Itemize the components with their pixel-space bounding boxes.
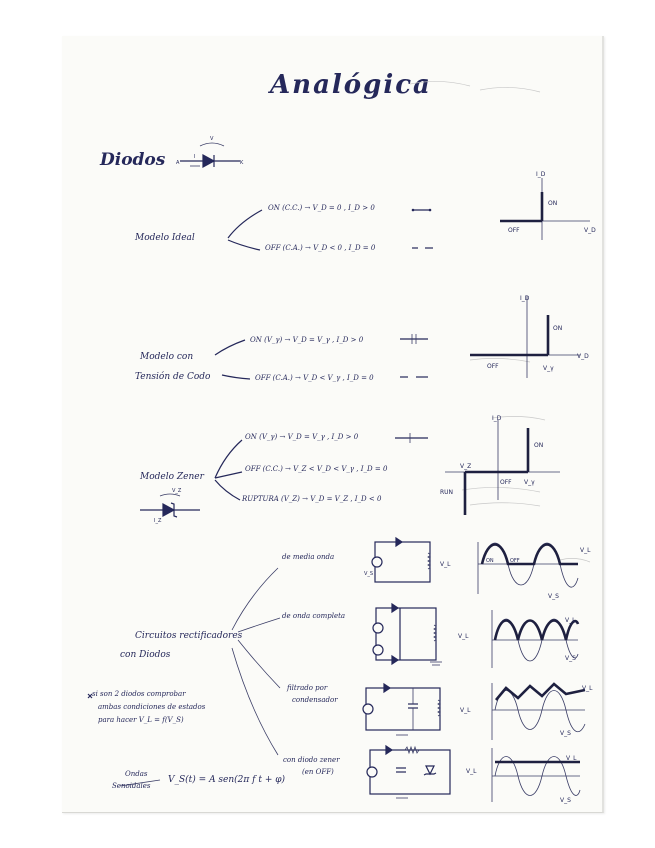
diode-symbol-icon: [180, 143, 240, 167]
rectificadores-branches: [88, 568, 280, 755]
page-title: Analógica: [270, 70, 432, 100]
zener-voltage-label: V_Z: [172, 488, 182, 494]
modelo-ideal-off: OFF (C.A.) → V_D < 0 , I_D = 0: [265, 244, 376, 252]
rect-onda-completa-label: de onda completa: [282, 612, 346, 620]
zener-graph-on-label: ON: [534, 442, 544, 449]
nota-line-2: ambas condiciones de estados: [98, 703, 206, 711]
wave-3-source-label: V_S: [560, 730, 571, 737]
waveform-filtrado: [492, 683, 585, 740]
zener-graph-vg-label: V_γ: [524, 479, 535, 486]
diode-anode-label: A: [176, 160, 180, 166]
wave-3-output-label: V_L: [582, 685, 593, 692]
rect-zener-label: con diodo zener: [283, 756, 340, 764]
zener-current-label: I_Z: [154, 518, 162, 524]
modelo-zener-off: OFF (C.C.) → V_Z < V_D < V_γ , I_D = 0: [245, 465, 388, 473]
diode-voltage-label: V: [210, 136, 214, 142]
modelo-codo-on: ON (V_γ) → V_D = V_γ , I_D > 0: [250, 336, 364, 344]
rect-zener-sub: (en OFF): [302, 768, 334, 776]
circuit-onda-completa: [373, 604, 442, 665]
modelo-zener-label: Modelo Zener: [140, 472, 204, 482]
modelo-ideal-label: Modelo Ideal: [135, 233, 195, 243]
modelo-zener-on: ON (V_γ) → V_D = V_γ , I_D > 0: [245, 433, 359, 441]
modelo-codo-label-2: Tensión de Codo: [135, 372, 211, 382]
ondas-label-1: Ondas: [125, 770, 148, 778]
circuit-media-onda: [372, 538, 430, 582]
circuit-filtrado: [363, 684, 440, 735]
circuit-2-output-label: V_L: [458, 633, 469, 640]
codo-graph-off-label: OFF: [487, 363, 499, 370]
diode-current-label: I: [194, 154, 196, 160]
nota-line-3: para hacer V_L = f(V_S): [98, 716, 184, 724]
codo-graph-x-label: V_D: [577, 353, 589, 360]
codo-graph-y-label: I_D: [520, 295, 530, 302]
wave-4-output-label: V_L: [566, 755, 577, 762]
rect-filtrado-sub: condensador: [292, 696, 338, 704]
wave-1-output-label: V_L: [580, 547, 591, 554]
wave-4-source-label: V_S: [560, 797, 571, 804]
codo-graph-on-label: ON: [553, 325, 563, 332]
ondas-label-2: Senoidales: [112, 782, 151, 790]
modelo-zener-brace: [215, 433, 428, 500]
ideal-graph-x-label: V_D: [584, 227, 596, 234]
modelo-ideal-brace: [228, 209, 433, 250]
circuit-3-output-label: V_L: [460, 707, 471, 714]
circuit-zener: [367, 746, 450, 798]
wave-1-source-label: V_S: [548, 593, 559, 600]
codo-graph-knee-label: V_γ: [543, 365, 554, 372]
diode-cathode-label: K: [240, 160, 244, 166]
nota-line-1: si son 2 diodos comprobar: [92, 690, 186, 698]
wave-off-label: OFF: [510, 558, 520, 564]
modelo-zener-ruptura: RUPTURA (V_Z) → V_D = V_Z , I_D < 0: [242, 495, 382, 503]
wave-2-source-label: V_S: [565, 655, 576, 662]
rectificadores-label-1: Circuitos rectificadores: [135, 631, 243, 641]
ideal-graph-on-label: ON: [548, 200, 558, 207]
modelo-codo-label-1: Modelo con: [140, 352, 194, 362]
ghost-bleed-through: [410, 81, 590, 562]
zener-diode-symbol-icon: [140, 494, 200, 517]
ondas-formula: V_S(t) = A sen(2π f t + φ): [168, 775, 286, 785]
modelo-codo-brace: [215, 334, 428, 379]
waveform-media-onda: [478, 542, 578, 594]
circuit-4-output-label: V_L: [466, 768, 477, 775]
modelo-ideal-on: ON (C.C.) → V_D = 0 , I_D > 0: [268, 204, 375, 212]
zener-graph-vz-label: V_Z: [460, 463, 472, 470]
circuit-1-output-label: V_L: [440, 561, 451, 568]
zener-graph-run-label: RUN: [440, 489, 454, 496]
ideal-graph-off-label: OFF: [508, 227, 520, 234]
ondas-connector: [120, 780, 160, 786]
zener-graph-off-label: OFF: [500, 479, 512, 486]
diodos-heading: Diodos: [100, 150, 166, 170]
rect-media-onda-label: de media onda: [282, 553, 335, 561]
ideal-graph-y-label: I_D: [536, 171, 546, 178]
rectificadores-label-2: con Diodos: [120, 650, 171, 660]
zener-graph-y-label: I_D: [492, 415, 502, 422]
modelo-codo-off: OFF (C.A.) → V_D < V_γ , I_D = 0: [255, 374, 374, 382]
circuit-1-source-label: V_S: [364, 571, 374, 577]
wave-2-output-label: V_L: [565, 617, 576, 624]
wave-on-label: ON: [486, 558, 494, 564]
rect-filtrado-label: filtrado por: [287, 684, 328, 692]
